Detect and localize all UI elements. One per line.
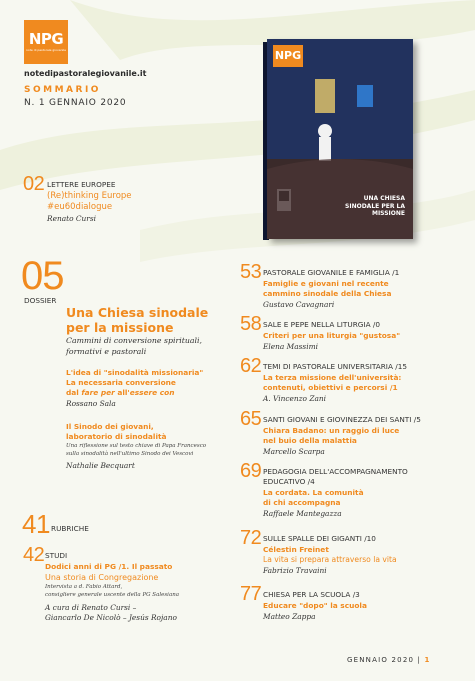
studi-note-1: Intervista a d. Fabio Attard, (45, 584, 123, 590)
category-pastorale-universitaria: TEMI DI PASTORALE UNIVERSITARIA /15 (263, 362, 408, 371)
section-title: SOMMARIO (24, 85, 101, 95)
dossier-title-1[interactable]: Una Chiesa sinodale (66, 305, 209, 320)
art1-fare-per: fare per (81, 388, 115, 397)
page-number-58: 58 (240, 313, 262, 335)
lettere-title-2[interactable]: #eu60dialogue (47, 202, 113, 212)
page-number-41: 41 (22, 509, 50, 539)
dossier-article-2-title-2[interactable]: laboratorio di sinodalità (66, 432, 167, 441)
footer-page-number: 1 (424, 656, 431, 664)
page-number-02: 02 (23, 173, 45, 195)
page-footer (347, 656, 431, 664)
studi-note-2: consigliere generale uscente della PG Salesiana (45, 592, 180, 598)
page-number-62: 62 (240, 355, 262, 377)
art1-all: all' (117, 388, 130, 397)
item-77-author: Matteo Zappa (263, 612, 316, 621)
page-number-69: 69 (240, 460, 262, 482)
category-lettere: LETTERE EUROPEE (47, 180, 116, 189)
item-65-title-1[interactable]: Chiara Badano: un raggio di luce (263, 426, 400, 435)
item-53-title-1[interactable]: Famiglie e giovani nel recente (263, 279, 389, 288)
studi-title-2[interactable]: Una storia di Congregazione (45, 573, 159, 582)
dossier-article-2-title-1[interactable]: Il Sinodo dei giovani, (66, 422, 154, 431)
category-dossier: DOSSIER (24, 296, 57, 305)
item-65-title-2[interactable]: nel buio della malattia (263, 436, 357, 445)
dossier-article-1-author: Rossano Sala (66, 399, 116, 408)
category-spalle-giganti: SULLE SPALLE DEI GIGANTI /10 (263, 534, 376, 543)
art1-essere-con: essere con (129, 388, 175, 397)
studi-title-1[interactable]: Dodici anni di PG /1. Il passato (45, 562, 173, 571)
page-number-77: 77 (240, 583, 262, 605)
dossier-article-2-note-1: Una riflessione sul testo chiave di Papa Francesco (66, 443, 207, 449)
lettere-title-1[interactable]: (Re)thinking Europe (47, 191, 132, 201)
art1-dal: dal (66, 388, 79, 397)
item-72-title-2[interactable]: La vita si prepara attraverso la vita (263, 555, 397, 564)
category-santi-giovani: SANTI GIOVANI E GIOVINEZZA DEI SANTI /5 (263, 415, 421, 424)
studi-author-2: Giancarlo De Nicolò – Jesús Rojano (45, 613, 177, 622)
item-69-author: Raffaele Mantegazza (263, 509, 342, 518)
category-pastorale-famiglia: PASTORALE GIOVANILE E FAMIGLIA /1 (263, 268, 400, 277)
item-65-author: Marcello Scarpa (263, 447, 325, 456)
footer-text: GENNAIO 2020 | (347, 656, 422, 664)
dossier-article-2-note-2: sulla sinodalità nell'ultimo Sinodo dei Vescovi (66, 451, 194, 457)
logo-text: NPG (28, 30, 64, 48)
page-number-65: 65 (240, 408, 262, 430)
dossier-article-2-author: Nathalie Becquart (66, 461, 135, 470)
item-72-author: Fabrizio Travaini (263, 566, 327, 575)
magazine-cover (267, 39, 413, 239)
dossier-article-1-title-2[interactable]: La necessaria conversione (66, 378, 176, 387)
category-sale-pepe: SALE E PEPE NELLA LITURGIA /0 (263, 320, 381, 329)
cover-headline: UNA CHIESA SINODALE PER LA MISSIONE (345, 195, 405, 217)
page-number-05: 05 (21, 254, 64, 298)
category-studi: STUDI (45, 551, 68, 560)
item-69-title-1[interactable]: La cordata. La comunità (263, 488, 364, 497)
item-53-title-2[interactable]: cammino sinodale della Chiesa (263, 289, 392, 298)
cover-logo: NPG (273, 45, 303, 67)
dossier-article-1-title-1[interactable]: L'idea di "sinodalità missionaria" (66, 368, 204, 377)
category-chiesa-scuola: CHIESA PER LA SCUOLA /3 (263, 590, 360, 599)
dossier-article-1-title-3[interactable] (66, 388, 174, 397)
dossier-title-2[interactable]: per la missione (66, 320, 174, 335)
item-72-title-1[interactable]: Célestin Freinet (263, 545, 329, 554)
studi-author-1: A cura di Renato Cursi – (45, 603, 137, 612)
category-rubriche: RUBRICHE (51, 524, 89, 533)
item-58-author: Elena Massimi (263, 342, 318, 351)
item-62-author: A. Vincenzo Zani (263, 394, 326, 403)
page-number-42: 42 (23, 544, 45, 566)
item-62-title-1[interactable]: La terza missione dell'università: (263, 373, 402, 382)
category-pedagogia-1: PEDAGOGIA DELL'ACCOMPAGNAMENTO (263, 467, 408, 476)
category-pedagogia-2: EDUCATIVO /4 (263, 477, 315, 486)
item-77-title-1[interactable]: Educare "dopo" la scuola (263, 601, 367, 610)
dossier-subtitle-2: formativi e pastorali (66, 347, 147, 356)
item-58-title-1[interactable]: Criteri per una liturgia "gustosa" (263, 331, 401, 340)
page-number-53: 53 (240, 261, 262, 283)
logo-subtitle: note di pastorale giovanile (25, 48, 67, 52)
lettere-author: Renato Cursi (47, 214, 96, 223)
npg-logo (24, 20, 68, 64)
page-number-72: 72 (240, 527, 262, 549)
dossier-subtitle-1: Cammini di conversione spirituali, (66, 336, 202, 345)
item-62-title-2[interactable]: contenuti, obiettivi e percorsi /1 (263, 383, 398, 392)
item-53-author: Gustavo Cavagnari (263, 300, 335, 309)
issue-label: N. 1 GENNAIO 2020 (24, 98, 127, 108)
site-url[interactable]: notedipastoralegiovanile.it (24, 69, 147, 78)
item-69-title-2[interactable]: di chi accompagna (263, 498, 341, 507)
